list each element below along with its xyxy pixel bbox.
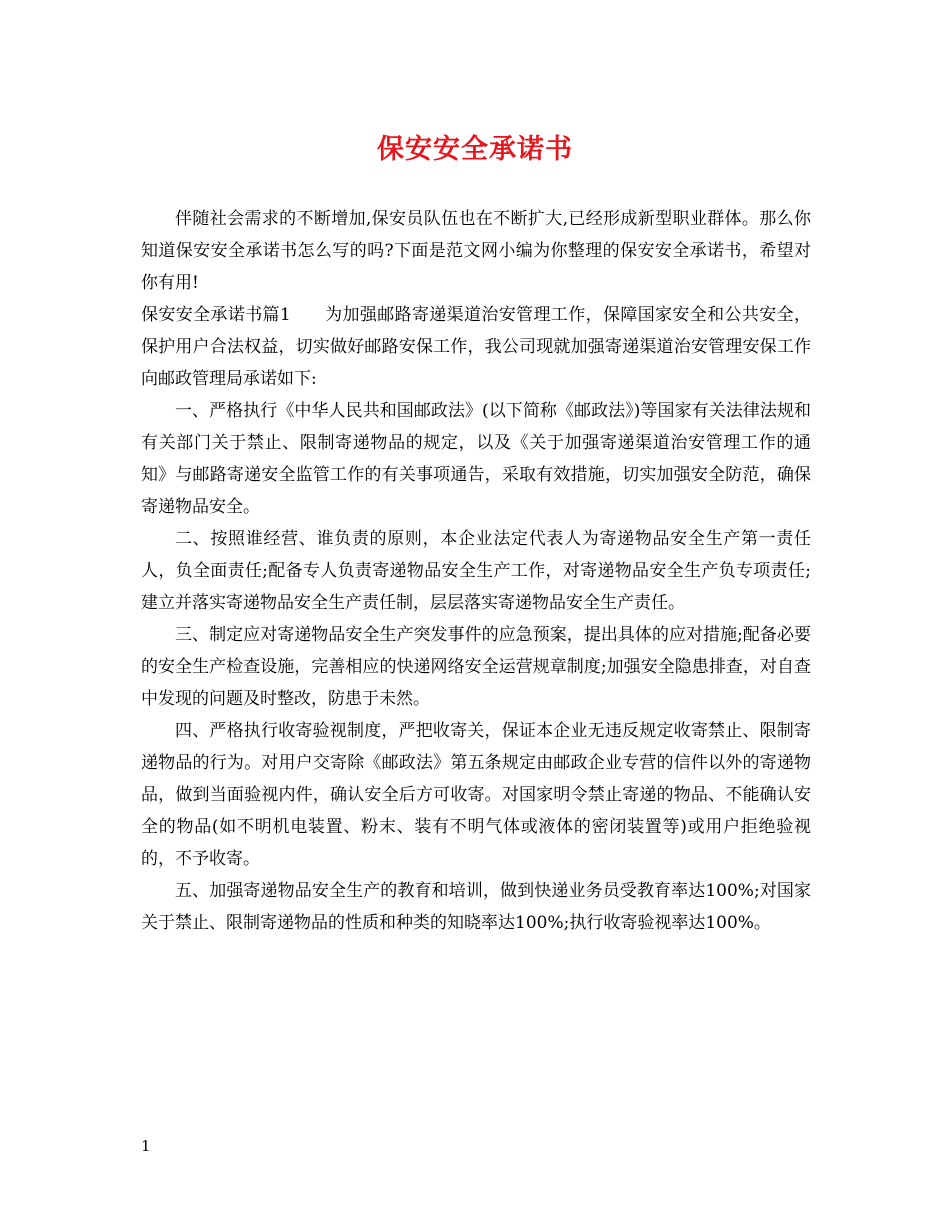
section-heading: 保安安全承诺书篇1 xyxy=(141,305,291,325)
item-paragraph-4: 四、严格执行收寄验视制度，严把收寄关，保证本企业无违反规定收寄禁止、限制寄递物品的行为。对用户交寄除《邮政法》第五条规定由邮政企业专营的信件以外的寄递物品，做到当面验视内件，确认安全后方可收寄。对国家明令禁止寄递的物品、不能确认安全的物品(如不明机电装置、粉末、装有不明气体或液体的密闭装置等)或用户拒绝验视的，不予收寄。 xyxy=(141,721,811,869)
page-number: 1 xyxy=(141,1137,151,1155)
item-paragraph-3: 三、制定应对寄递物品安全生产突发事件的应急预案，提出具体的应对措施;配备必要的安全生产检查设施，完善相应的快递网络安全运营规章制度;加强安全隐患排查，对自查中发现的问题及时整改，防患于未然。 xyxy=(141,625,811,709)
document-body xyxy=(141,203,811,939)
intro-paragraph: 伴随社会需求的不断增加,保安员队伍也在不断扩大,已经形成新型职业群体。那么你知道保安安全承诺书怎么写的吗?下面是范文网小编为你整理的保安安全承诺书，希望对你有用! xyxy=(141,209,811,293)
item-paragraph-1: 一、严格执行《中华人民共和国邮政法》(以下简称《邮政法》)等国家有关法律法规和有关部门关于禁止、限制寄递物品的规定，以及《关于加强寄递渠道治安管理工作的通知》与邮路寄递安全监管工作的有关事项通告，采取有效措施，切实加强安全防范，确保寄递物品安全。 xyxy=(141,401,811,517)
item-paragraph-5: 五、加强寄递物品安全生产的教育和培训，做到快递业务员受教育率达100%;对国家关于禁止、限制寄递物品的性质和种类的知晓率达100%;执行收寄验视率达100%。 xyxy=(141,881,811,933)
item-paragraph-2: 二、按照谁经营、谁负责的原则，本企业法定代表人为寄递物品安全生产第一责任人，负全面责任;配备专人负责寄递物品安全生产工作，对寄递物品安全生产负专项责任;建立并落实寄递物品安全生产责任制，层层落实寄递物品安全生产责任。 xyxy=(141,529,811,613)
section-paragraph xyxy=(141,299,811,395)
document-title: 保安安全承诺书 xyxy=(377,134,573,165)
section-lead: 为加强邮路寄递渠道治安管理工作，保障国家安全和公共安全，保护用户合法权益，切实做好邮路安保工作，我公司现就加强寄递渠道治安管理安保工作向邮政管理局承诺如下: xyxy=(141,305,811,389)
